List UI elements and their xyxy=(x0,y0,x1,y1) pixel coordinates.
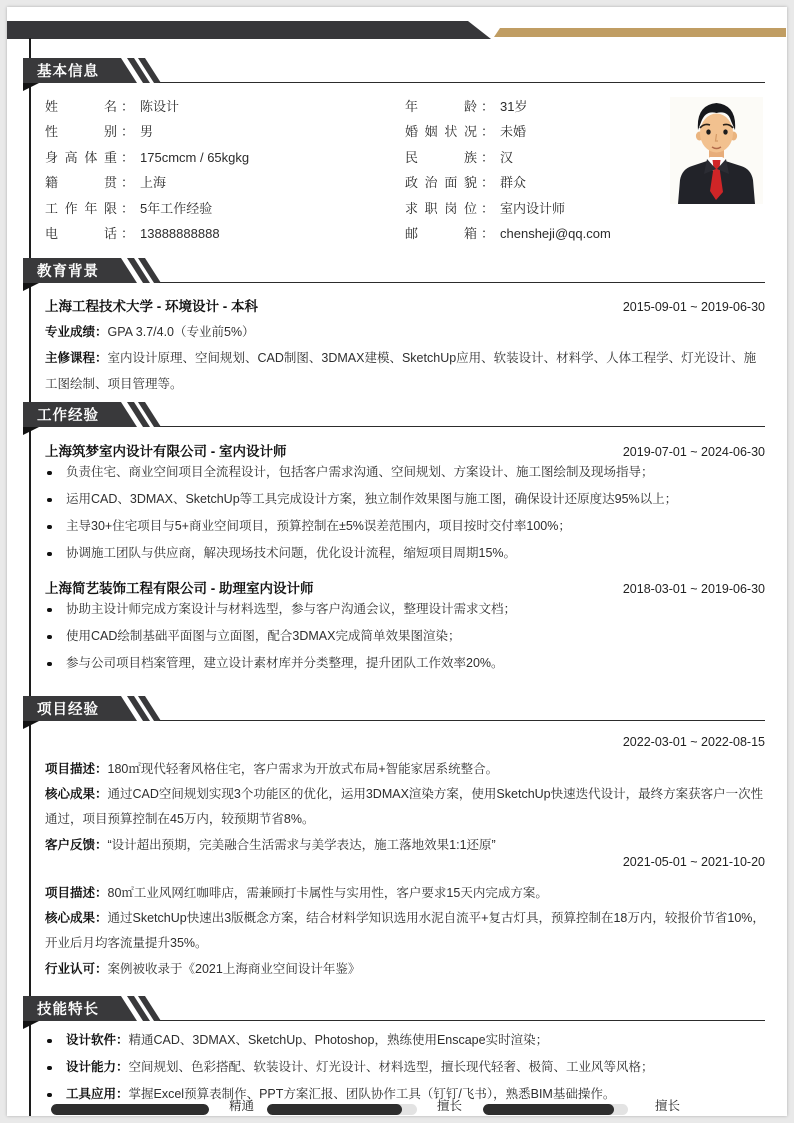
colon: ： xyxy=(121,124,135,140)
bullet-item xyxy=(45,596,765,623)
info-value: 男 xyxy=(140,124,154,140)
project-row-text: 通过CAD空间规划实现3个功能区的优化，运用3DMAX渲染方案，使用SketchUp快速迭代设计，最终方案获客户一次性通过，项目预算控制在45万内，较预期节省8%。 xyxy=(45,787,764,827)
info-label: 姓名 xyxy=(45,99,117,114)
project-row xyxy=(45,906,765,956)
education-header-row xyxy=(45,295,765,315)
colon: ： xyxy=(481,99,495,114)
section-rule xyxy=(159,720,765,721)
section-rule xyxy=(159,82,765,83)
project-row-text: “设计超出预期，完美融合生活需求与美学表达，施工落地效果1:1还原” xyxy=(107,837,496,852)
skill-text: 空间规划、色彩搭配、软装设计、灯光设计、材料选型，擅长现代轻奢、极简、工业风等风格； xyxy=(128,1060,654,1074)
project-row-label: 行业认可： xyxy=(45,961,108,976)
section-title: 教育背景 xyxy=(37,264,99,280)
skill-text: 掌握Excel预算表制作、PPT方案汇报、团队协作工具（钉钉/飞书），熟悉BIM基础操作。 xyxy=(128,1087,616,1101)
project-detail xyxy=(45,757,765,858)
bullet-dot xyxy=(47,1066,52,1071)
project-row-label: 核心成果： xyxy=(45,787,108,802)
left-vertical-rule xyxy=(29,38,31,1116)
section-title: 技能特长 xyxy=(37,1002,99,1018)
job-header-row xyxy=(45,440,765,460)
company-title: 上海筑梦室内设计有限公司 - 室内设计师 xyxy=(45,444,287,459)
basic-info-right-column xyxy=(405,94,611,246)
gpa-row xyxy=(45,319,765,345)
skill-bar-label: 擅长 xyxy=(437,1099,463,1113)
skill-bar-label: 精通 xyxy=(229,1099,255,1113)
project-row-label: 核心成果： xyxy=(45,911,108,926)
skill-bar xyxy=(51,1104,209,1115)
courses-row xyxy=(45,345,765,397)
info-label: 工作年限 xyxy=(45,200,117,216)
info-label: 籍贯 xyxy=(45,175,117,191)
section-title: 基本信息 xyxy=(37,64,99,80)
job-date: 2019-07-01 ~ 2024-06-30 xyxy=(622,445,765,459)
bullet-dot xyxy=(47,662,52,667)
courses-value: 室内设计原理、空间规划、CAD制图、3DMAX建模、SketchUp应用、软装设计、材料学、人体工程学、灯光设计、施工图绘制、项目管理等。 xyxy=(45,351,757,391)
project-row-label: 项目描述： xyxy=(45,886,108,900)
bullet-dot xyxy=(47,525,52,530)
project-row xyxy=(45,757,765,782)
info-row xyxy=(405,170,611,195)
info-label: 身高体重 xyxy=(45,149,117,165)
job-bullets xyxy=(45,459,765,567)
gpa-value: GPA 3.7/4.0（专业前5%） xyxy=(107,325,255,339)
section-banner-projects xyxy=(21,694,181,730)
info-value: 175cmcm / 65kgkg xyxy=(140,149,250,165)
info-value: 13888888888 xyxy=(140,225,220,241)
info-value: 5年工作经验 xyxy=(140,200,213,216)
info-row xyxy=(405,145,611,170)
info-row xyxy=(405,119,611,144)
skill-text: 精通CAD、3DMAX、SketchUp、Photoshop，熟练使用Enscape实时渲染； xyxy=(128,1033,549,1047)
company-title: 上海简艺装饰工程有限公司 - 助理室内设计师 xyxy=(45,581,314,596)
applicant-photo xyxy=(670,97,763,204)
bullet-text: 协助主设计师完成方案设计与材料选型，参与客户沟通会议，整理设计需求文档； xyxy=(66,602,517,616)
education-date: 2015-09-01 ~ 2019-06-30 xyxy=(622,300,765,314)
section-rule xyxy=(159,282,765,283)
resume-page xyxy=(7,7,787,1116)
section-banner-education xyxy=(21,256,181,292)
bullet-dot xyxy=(47,498,52,503)
bullet-text: 主导30+住宅项目与5+商业空间项目，预算控制在±5%误差范围内，项目按时交付率100%； xyxy=(66,519,571,533)
info-row xyxy=(45,145,249,170)
project-row-label: 客户反馈： xyxy=(45,837,108,852)
bullet-dot xyxy=(47,1039,52,1044)
info-label: 电话 xyxy=(45,225,117,241)
section-banner-skills xyxy=(21,994,181,1030)
ribbon-shape xyxy=(21,56,181,92)
project-row-text: 通过SketchUp快速出3版概念方案，结合材料学知识选用水泥自流平+复古灯具，预算控制在18万内，较报价节省10%，开业后月均客流量提升35%。 xyxy=(45,911,765,951)
skill-bar-fill xyxy=(483,1104,614,1115)
skill-label: 工具应用： xyxy=(66,1087,129,1101)
section-rule xyxy=(159,426,765,427)
bullet-dot xyxy=(47,608,52,613)
section-title: 项目经验 xyxy=(37,702,99,718)
info-value: 未婚 xyxy=(500,124,527,140)
colon: ： xyxy=(121,200,135,216)
project-date: 2022-03-01 ~ 2022-08-15 xyxy=(622,735,765,749)
info-row xyxy=(405,221,611,246)
colon: ： xyxy=(121,149,135,165)
project-row-text: 180㎡现代轻奢风格住宅，客户需求为开放式布局+智能家居系统整合。 xyxy=(107,762,499,776)
skill-bar xyxy=(267,1104,417,1115)
bullet-item xyxy=(45,623,765,650)
colon: ： xyxy=(121,175,135,191)
info-label: 求职岗位 xyxy=(405,200,477,216)
job-bullets xyxy=(45,596,765,677)
bullet-item xyxy=(45,1054,765,1081)
skill-bar-label: 擅长 xyxy=(655,1099,681,1113)
info-value: chensheji@qq.com xyxy=(500,225,611,241)
info-label: 邮箱 xyxy=(405,225,477,241)
info-row xyxy=(45,170,249,195)
bullet-item xyxy=(45,540,765,567)
info-row xyxy=(45,196,249,221)
info-row xyxy=(45,94,249,119)
colon: ： xyxy=(481,175,495,191)
project-row xyxy=(45,782,765,832)
skill-bar xyxy=(483,1104,628,1115)
colon: ： xyxy=(481,124,495,140)
project-row xyxy=(45,957,765,982)
section-rule xyxy=(159,1020,765,1021)
bullet-text: 参与公司项目档案管理，建立设计素材库并分类整理，提升团队工作效率20%。 xyxy=(66,656,504,670)
info-value: 上海 xyxy=(140,175,167,191)
project-row-label: 项目描述： xyxy=(45,762,108,776)
portrait-illustration xyxy=(670,97,763,204)
colon: ： xyxy=(481,200,495,216)
info-row xyxy=(405,196,611,221)
bullet-item xyxy=(45,486,765,513)
info-label: 政治面貌 xyxy=(405,175,477,191)
skill-label: 设计能力： xyxy=(66,1060,129,1074)
project-row-text: 案例被收录于《2021上海商业空间设计年鉴》 xyxy=(107,961,361,976)
bullet-item xyxy=(45,459,765,486)
info-label: 年龄 xyxy=(405,99,477,114)
gpa-label: 专业成绩： xyxy=(45,325,108,339)
section-title: 工作经验 xyxy=(37,408,99,424)
info-value: 汉 xyxy=(500,149,514,165)
info-value: 室内设计师 xyxy=(500,200,566,216)
section-banner-work xyxy=(21,400,181,436)
info-value: 31岁 xyxy=(500,99,528,114)
courses-label: 主修课程： xyxy=(45,351,108,365)
skill-bar-fill xyxy=(51,1104,209,1115)
job-header-row xyxy=(45,577,765,597)
info-value: 群众 xyxy=(500,175,527,191)
basic-info-left-column xyxy=(45,94,249,246)
bullet-text: 协调施工团队与供应商，解决现场技术问题，优化设计流程，缩短项目周期15%。 xyxy=(66,546,517,560)
school-name: 上海工程技术大学 - 环境设计 - 本科 xyxy=(45,299,258,314)
info-label: 性别 xyxy=(45,124,117,140)
info-row xyxy=(405,94,611,119)
bullet-dot xyxy=(47,471,52,476)
info-row xyxy=(45,119,249,144)
skill-bar-fill xyxy=(267,1104,402,1115)
bullet-dot xyxy=(47,552,52,557)
bullet-item xyxy=(45,650,765,677)
project-date: 2021-05-01 ~ 2021-10-20 xyxy=(622,855,765,869)
skills-bullets xyxy=(45,1027,765,1108)
colon: ： xyxy=(481,149,495,165)
project-detail xyxy=(45,881,765,982)
top-dark-bar xyxy=(7,21,491,39)
bullet-item xyxy=(45,513,765,540)
skill-label: 设计软件： xyxy=(66,1033,129,1047)
colon: ： xyxy=(481,225,495,241)
bullet-item xyxy=(45,1027,765,1054)
bullet-text: 负责住宅、商业空间项目全流程设计，包括客户需求沟通、空间规划、方案设计、施工图绘制及现场指导； xyxy=(66,465,654,479)
bullet-dot xyxy=(47,635,52,640)
bullet-text: 使用CAD绘制基础平面图与立面图，配合3DMAX完成简单效果图渲染； xyxy=(66,629,461,643)
bullet-text: 运用CAD、3DMAX、SketchUp等工具完成设计方案，独立制作效果图与施工图，确保设计还原度达95%以上； xyxy=(66,492,678,506)
project-row-text: 80㎡工业风网红咖啡店，需兼顾打卡属性与实用性，客户要求15天内完成方案。 xyxy=(107,886,548,900)
project-row xyxy=(45,881,765,906)
colon: ： xyxy=(121,225,135,241)
info-label: 民族 xyxy=(405,149,477,165)
job-date: 2018-03-01 ~ 2019-06-30 xyxy=(622,582,765,596)
info-label: 婚姻状况 xyxy=(405,124,477,140)
info-row xyxy=(45,221,249,246)
bullet-dot xyxy=(47,1093,52,1098)
info-value: 陈设计 xyxy=(140,99,180,114)
section-banner-basic-info xyxy=(21,56,181,92)
colon: ： xyxy=(121,99,135,114)
top-gold-bar xyxy=(494,28,786,37)
